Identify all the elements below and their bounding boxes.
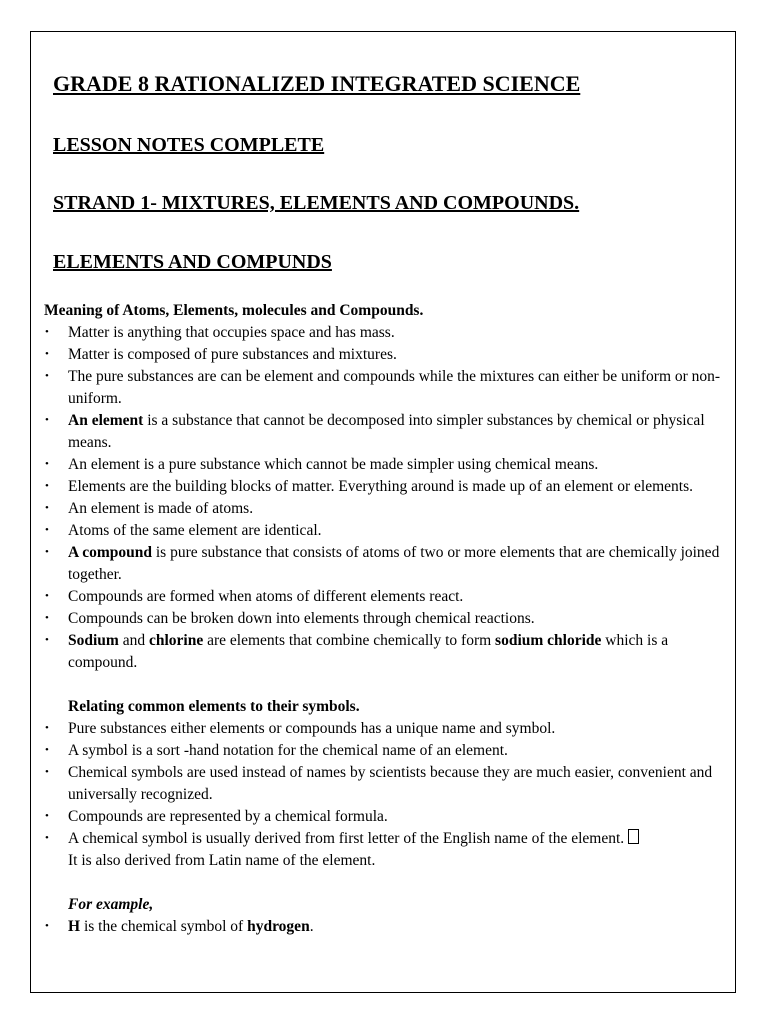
list-item-text: The pure substances are can be element and compounds while the mixtures can either be uniform or non-uniform. <box>68 368 721 407</box>
term-sodium-chloride: sodium chloride <box>495 632 602 649</box>
list-item <box>44 344 724 366</box>
list-item-text: Compounds are formed when atoms of different elements react. <box>68 588 464 605</box>
list-item <box>44 608 724 630</box>
document-title: GRADE 8 RATIONALIZED INTEGRATED SCIENCE <box>53 71 581 96</box>
list-item-text: A chemical symbol is usually derived from first letter of the English name of the element. <box>68 830 625 847</box>
list-item <box>44 322 724 344</box>
list-item-text: Pure substances either elements or compounds has a unique name and symbol. <box>68 720 556 737</box>
list-item <box>44 740 724 762</box>
list-item-text: are elements that combine chemically to form <box>203 632 496 649</box>
list-item-text: and <box>118 632 149 649</box>
example-label: For example, <box>68 896 154 913</box>
bullet-list-examples <box>44 916 724 938</box>
section-title-symbols: Relating common elements to their symbols. <box>68 698 360 715</box>
symbol-h: H <box>68 918 81 935</box>
list-item-text: A symbol is a sort -hand notation for the chemical name of an element. <box>68 742 508 759</box>
list-item <box>44 718 724 740</box>
list-item-text: Elements are the building blocks of matter. Everything around is made up of an element or elements. <box>68 478 693 495</box>
list-item <box>44 828 724 872</box>
lesson-content <box>44 300 724 938</box>
strand-heading: STRAND 1- MIXTURES, ELEMENTS AND COMPOUNDS. <box>53 192 580 214</box>
topic-heading: ELEMENTS AND COMPUNDS <box>53 251 332 273</box>
document-subtitle: LESSON NOTES COMPLETE <box>53 134 325 156</box>
list-item-text: Compounds can be broken down into elements through chemical reactions. <box>68 610 535 627</box>
list-item-text: It is also derived from Latin name of the element. <box>68 852 376 869</box>
list-item <box>44 762 724 806</box>
term-element: An element <box>68 412 144 429</box>
list-item <box>44 454 724 476</box>
list-item <box>44 542 724 586</box>
missing-glyph-icon <box>628 829 639 844</box>
list-item-text: Matter is anything that occupies space and has mass. <box>68 324 395 341</box>
list-item-text: is pure substance that consists of atoms of two or more elements that are chemically joined together. <box>68 544 720 583</box>
list-item-text: is a substance that cannot be decomposed into simpler substances by chemical or physical means. <box>68 412 705 451</box>
list-item-text: Matter is composed of pure substances and mixtures. <box>68 346 397 363</box>
list-item-text: Atoms of the same element are identical. <box>68 522 322 539</box>
list-item-text: . <box>309 918 314 935</box>
list-item <box>44 916 724 938</box>
list-item-text: Compounds are represented by a chemical formula. <box>68 808 388 825</box>
list-item <box>44 366 724 410</box>
term-sodium: Sodium <box>68 632 119 649</box>
list-item <box>44 410 724 454</box>
list-item <box>44 476 724 498</box>
bullet-list-symbols <box>44 718 724 872</box>
section-title-atoms-elements: Meaning of Atoms, Elements, molecules and Compounds. <box>44 302 424 319</box>
bullet-list-atoms-elements <box>44 322 724 674</box>
list-item <box>44 806 724 828</box>
term-hydrogen: hydrogen <box>247 918 310 935</box>
list-item <box>44 586 724 608</box>
list-item-text: is the chemical symbol of <box>80 918 248 935</box>
spacer <box>44 872 724 894</box>
term-compound: A compound <box>68 544 152 561</box>
term-chlorine: chlorine <box>148 632 204 649</box>
list-item <box>44 630 724 674</box>
list-item <box>44 520 724 542</box>
list-item-text: Chemical symbols are used instead of names by scientists because they are much easier, convenient and universally recognized. <box>68 764 713 803</box>
list-item-text: An element is made of atoms. <box>68 500 254 517</box>
list-item-text: which is a compound. <box>68 632 669 671</box>
list-item <box>44 498 724 520</box>
spacer <box>44 674 724 696</box>
list-item-text: An element is a pure substance which cannot be made simpler using chemical means. <box>68 456 599 473</box>
